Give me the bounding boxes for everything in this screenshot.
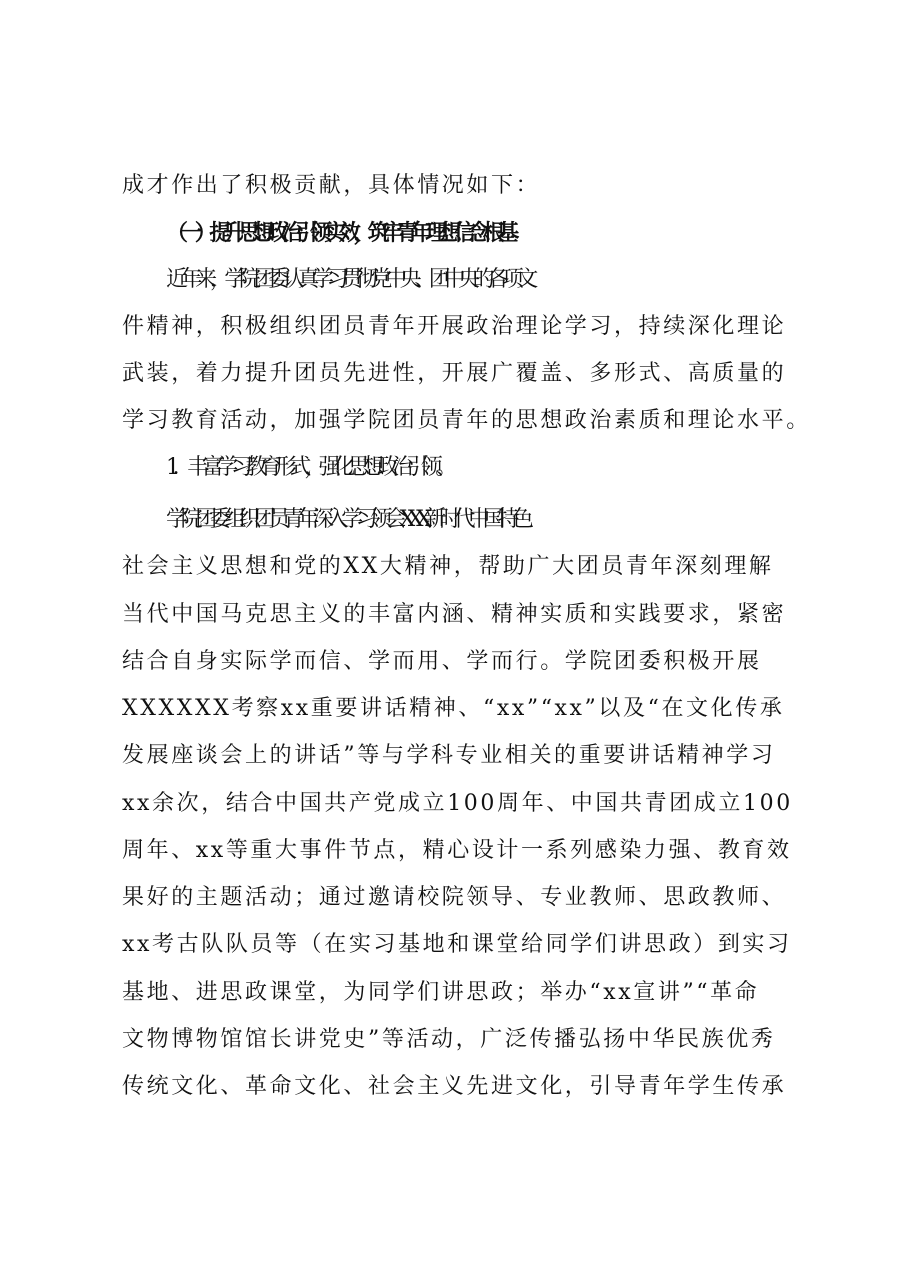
paragraph-line: 武装，着力提升团员先进性，开展广覆盖、多形式、高质量的 [122,361,787,386]
paragraph-line: xx考古队队员等（在实习基地和课堂给同学们讲思政）到实习 [122,932,792,957]
paragraph-line: 文物博物馆馆长讲党史”等活动，广泛传播弘扬中华民族优秀 [122,1027,776,1052]
paragraph-line: 社会主义思想和党的XX大精神，帮助广大团员青年深刻理解 [122,554,774,579]
paragraph-line: 学习教育活动，加强学院团员青年的思想政治素质和理论水平。 [122,408,811,433]
paragraph-line: 基地、进思政课堂，为同学们讲思政；举办“xx宣讲”“革命 [122,980,760,1005]
paragraph-line: 近年来，学院团委认真学习贯彻党中央、团中央的各项文 [166,267,532,292]
paragraph-line: 结合自身实际学而信、学而用、学而行。学院团委积极开展 [122,649,762,674]
section-heading: （一）提升思想政治引领实效，筑牢青年理想信念根基 [166,221,512,246]
paragraph-line: 当代中国马克思主义的丰富内涵、精神实质和实践要求，紧密 [122,602,787,627]
paragraph-line: 周年、xx等重大事件节点，精心设计一系列感染力强、教育效 [122,838,792,863]
paragraph-line: xx余次，结合中国共产党成立100周年、中国共青团成立100 [122,791,793,816]
paragraph-line: 果好的主题活动；通过邀请校院领导、专业教师、思政教师、 [122,885,787,910]
paragraph-line: 学院团委组织团员青年深入学习领会XXX新时代中国特色 [166,507,527,532]
paragraph-line: 发展座谈会上的讲话”等与学科专业相关的重要讲话精神学习 [122,743,776,768]
paragraph-line: XXXXXX考察xx重要讲话精神、“xx”“xx”以及“在文化传承 [122,696,785,721]
paragraph-line: 传统文化、革命文化、社会主义先进文化，引导青年学生传承 [122,1074,787,1099]
subsection-heading: 1．丰富学习教育形式，强化思想政治引领。 [166,455,450,480]
paragraph-line: 成才作出了积极贡献，具体情况如下： [122,173,541,198]
paragraph-line: 件精神，积极组织团员青年开展政治理论学习，持续深化理论 [122,314,787,339]
